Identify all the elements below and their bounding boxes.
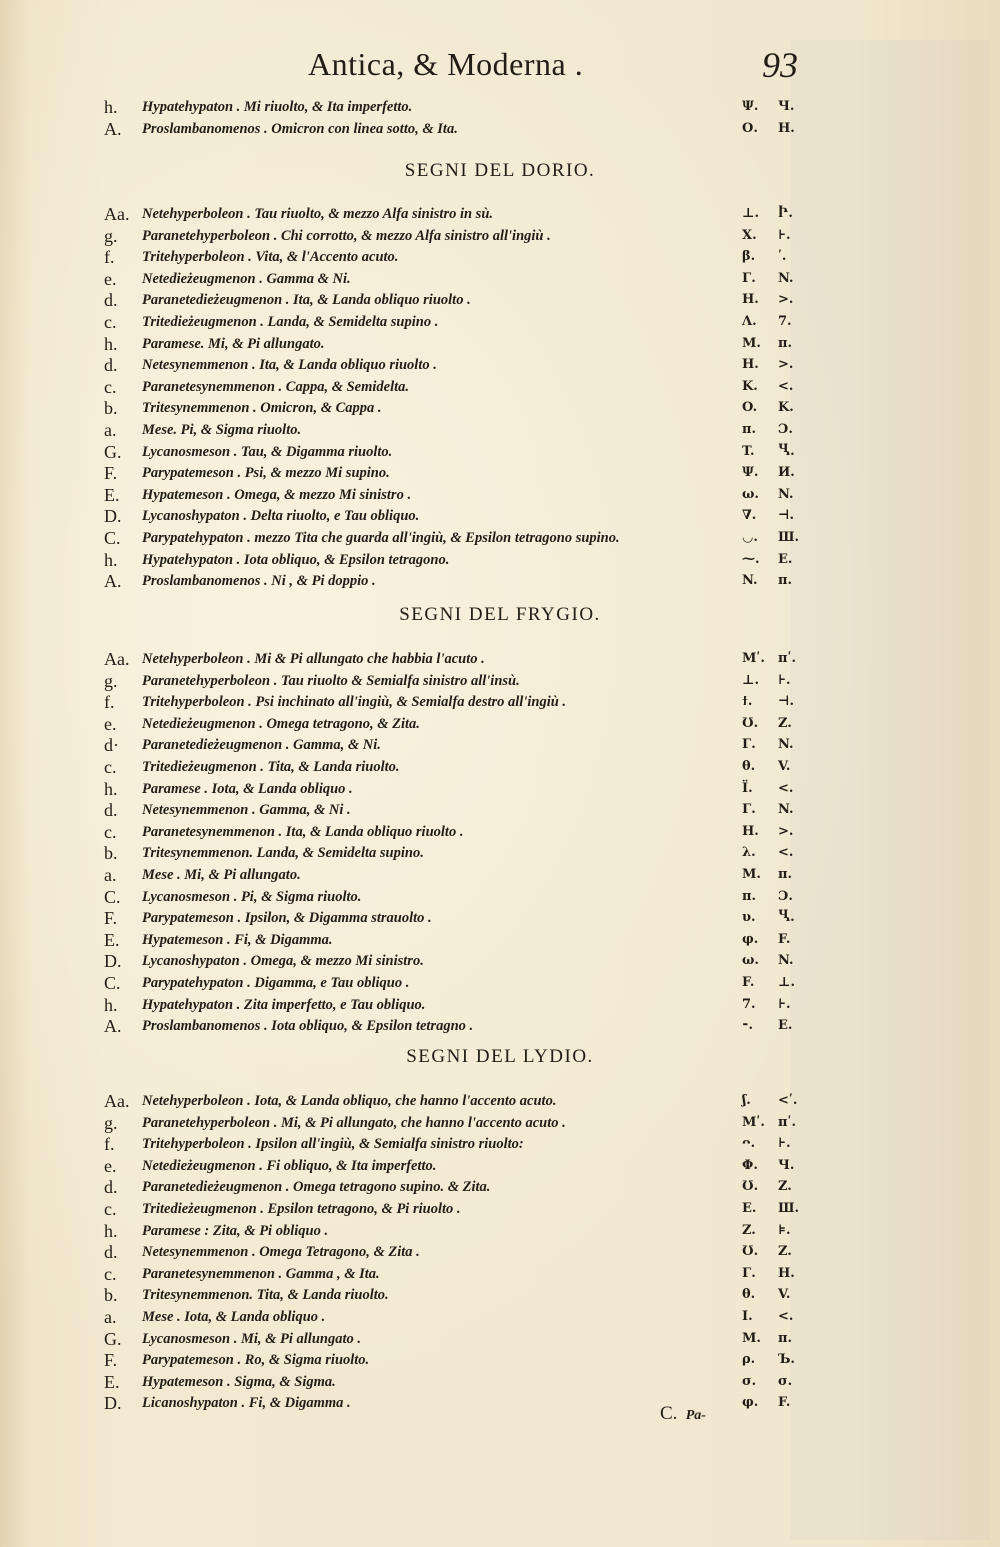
row-label: D. <box>104 506 122 526</box>
row-text: Paranetedieżeugmenon . Ita, & Landa obliquo riuolto . <box>142 292 471 308</box>
row-label: F. <box>104 463 118 483</box>
row-sign-secondary: N. <box>778 802 794 817</box>
row-sign-secondary: Ч. <box>778 99 795 114</box>
row-label: b. <box>104 398 118 418</box>
row-label: E. <box>104 1372 120 1392</box>
row-sign-primary: K. <box>742 379 758 394</box>
row-label: A. <box>104 1016 122 1036</box>
row-text: Netedieżeugmenon . Fi obliquo, & Ita imperfetto. <box>142 1158 437 1174</box>
row-label: c. <box>104 822 117 842</box>
row-text: Parypatehypaton . mezzo Tita che guarda all'ingiù, & Epsilon tetragono supino. <box>142 530 620 546</box>
row-sign-primary: Λ. <box>742 314 757 329</box>
row-text: Paranetesynemmenon . Cappa, & Semidelta. <box>142 379 410 395</box>
row-label: h. <box>104 97 118 117</box>
row-sign-primary: σ. <box>742 1374 757 1389</box>
catchword-next: Pa- <box>685 1408 706 1423</box>
row-label: e. <box>104 714 117 734</box>
row-text: Proslambanomenos . Iota obliquo, & Epsilon tetragno . <box>142 1018 474 1034</box>
row-sign-secondary: Ɔ. <box>778 422 793 437</box>
row-sign-primary: Ʊ. <box>742 716 759 731</box>
row-sign-secondary: ⊦. <box>778 673 791 688</box>
row-text: Lycanoshypaton . Delta riuolto, e Tau obliquo. <box>142 508 420 524</box>
row-sign-primary: H. <box>742 357 759 372</box>
sign-row <box>0 821 1000 843</box>
row-text: Licanoshypaton . Fi, & Digamma . <box>142 1395 351 1411</box>
row-label: a. <box>104 865 117 885</box>
sign-row <box>0 268 1000 290</box>
row-sign-secondary: N. <box>778 487 794 502</box>
sign-row <box>0 1371 1000 1393</box>
row-sign-secondary: ⊦. <box>778 997 791 1012</box>
row-sign-secondary: ⊥. <box>778 975 796 990</box>
row-text: Netedieżeugmenon . Gamma & Ni. <box>142 271 351 287</box>
row-sign-secondary: F. <box>778 932 791 947</box>
row-sign-primary: ◡. <box>742 530 758 545</box>
row-text: Hypatehypaton . Iota obliquo, & Epsilon tetragono. <box>142 552 450 568</box>
page-header <box>0 46 1000 92</box>
row-label: c. <box>104 1264 117 1284</box>
sign-row <box>0 670 1000 692</box>
row-text: Netesynemmenon . Gamma, & Ni . <box>142 802 351 818</box>
row-sign-primary: β. <box>742 249 756 264</box>
row-text: Tritedieżeugmenon . Epsilon tetragono, & Pi riuolto . <box>142 1201 461 1217</box>
row-sign-secondary: E. <box>778 1018 793 1033</box>
row-label: b. <box>104 1285 118 1305</box>
row-sign-secondary: V. <box>778 759 791 774</box>
row-sign-primary: Ʊ. <box>742 1179 759 1194</box>
row-sign-primary: N. <box>742 573 758 588</box>
row-label: D. <box>104 1393 122 1413</box>
sign-row <box>0 311 1000 333</box>
row-label: c. <box>104 1199 117 1219</box>
row-sign-secondary: ⊣. <box>778 508 795 523</box>
row-sign-secondary: K. <box>778 400 794 415</box>
row-sign-primary: M. <box>742 867 761 882</box>
row-sign-secondary: π. <box>778 867 793 882</box>
row-sign-primary: M. <box>742 1331 761 1346</box>
row-label: g. <box>104 671 118 691</box>
preamble-row <box>0 118 1000 140</box>
row-label: c. <box>104 757 117 777</box>
running-title: Antica, & Moderna . <box>308 46 584 82</box>
row-label: a. <box>104 1307 117 1327</box>
row-text: Parypatemeson . Ro, & Sigma riuolto. <box>142 1352 370 1368</box>
row-sign-secondary: πʹ. <box>778 1115 796 1130</box>
row-text: Paranetehyperboleon . Tau riuolto & Semialfa sinistro all'insù. <box>142 673 520 689</box>
row-sign-primary: Mʹ. <box>742 651 765 666</box>
row-text: Lycanosmeson . Mi, & Pi allungato . <box>142 1331 361 1347</box>
sign-row <box>0 246 1000 268</box>
row-sign-secondary: π. <box>778 573 793 588</box>
sign-row <box>0 972 1000 994</box>
row-sign-primary: θ. <box>742 759 756 774</box>
row-sign-secondary: F. <box>778 1395 791 1410</box>
sign-row <box>0 756 1000 778</box>
row-text: Mese . Iota, & Landa obliquo . <box>142 1309 326 1325</box>
row-sign-primary: E. <box>742 1201 757 1216</box>
row-sign-secondary: <. <box>778 1309 794 1324</box>
row-sign-primary: ⊥. <box>742 206 760 221</box>
row-label: F. <box>104 1350 118 1370</box>
row-sign-secondary: Z. <box>778 716 792 731</box>
sign-row <box>0 691 1000 713</box>
row-label: h. <box>104 1221 118 1241</box>
row-text: Hypatemeson . Sigma, & Sigma. <box>142 1374 336 1390</box>
row-sign-primary: Ψ. <box>742 99 759 114</box>
row-text: Tritehyperboleon . Vita, & l'Accento acuto. <box>142 249 399 265</box>
sign-row <box>0 570 1000 592</box>
sign-row <box>0 1176 1000 1198</box>
row-label: d. <box>104 800 118 820</box>
row-text: Tritedieżeugmenon . Landa, & Semidelta supino . <box>142 314 439 330</box>
row-label: D. <box>104 951 122 971</box>
sign-row <box>0 333 1000 355</box>
sign-row <box>0 1155 1000 1177</box>
row-label: Aa. <box>104 1091 130 1111</box>
row-sign-primary: F. <box>742 975 755 990</box>
row-text: Netehyperboleon . Iota, & Landa obliquo, che hanno l'accento acuto. <box>142 1093 557 1109</box>
row-sign-secondary: Ⴁ. <box>778 444 795 459</box>
row-sign-primary: T. <box>742 444 755 459</box>
row-sign-primary: ⁓. <box>742 552 760 567</box>
row-text: Paramese : Zita, & Pi obliquo . <box>142 1223 329 1239</box>
sign-row <box>0 1328 1000 1350</box>
row-label: h. <box>104 334 118 354</box>
row-text: Paramese. Mi, & Pi allungato. <box>142 336 325 352</box>
row-sign-secondary: Z. <box>778 1179 792 1194</box>
row-sign-primary: π. <box>742 889 757 904</box>
row-text: Parypatemeson . Psi, & mezzo Mi supino. <box>142 465 390 481</box>
row-sign-primary: O. <box>742 400 758 415</box>
row-label: G. <box>104 442 122 462</box>
row-sign-secondary: 7. <box>778 314 792 329</box>
row-text: Hypatehypaton . Zita imperfetto, e Tau obliquo. <box>142 997 426 1013</box>
row-sign-secondary: E. <box>778 552 793 567</box>
row-sign-primary: λ. <box>742 845 756 860</box>
row-sign-primary: Mʹ. <box>742 1115 765 1130</box>
row-sign-secondary: ⊧. <box>778 1223 791 1238</box>
row-label: F. <box>104 908 118 928</box>
catchword-letter: C. <box>660 1403 678 1424</box>
row-sign-primary: Ϊ. <box>742 781 753 796</box>
row-sign-primary: υ. <box>742 910 756 925</box>
row-sign-secondary: Ⴁ. <box>778 910 795 925</box>
row-sign-secondary: N. <box>778 953 794 968</box>
row-text: Lycanosmeson . Pi, & Sigma riuolto. <box>142 889 362 905</box>
row-sign-secondary: Ɔ. <box>778 889 793 904</box>
row-sign-primary: Ι. <box>742 1309 753 1324</box>
sign-row <box>0 778 1000 800</box>
sign-row <box>0 648 1000 670</box>
row-label: d. <box>104 1177 118 1197</box>
sign-row <box>0 864 1000 886</box>
row-sign-primary: Z. <box>742 1223 756 1238</box>
row-sign-secondary: <. <box>778 379 794 394</box>
row-text: Paramese . Iota, & Landa obliquo . <box>142 781 353 797</box>
row-sign-primary: H. <box>742 824 759 839</box>
row-sign-secondary: Z. <box>778 1244 792 1259</box>
sign-row <box>0 441 1000 463</box>
row-label: d· <box>104 735 119 755</box>
row-sign-primary: Ο. <box>742 121 758 136</box>
row-text: Parypatemeson . Ipsilon, & Digamma strauolto . <box>142 910 432 926</box>
sign-row <box>0 1349 1000 1371</box>
row-text: Proslambanomenos . Ni , & Pi doppio . <box>142 573 376 589</box>
sign-row <box>0 354 1000 376</box>
row-text: Paranetehyperboleon . Chi corrotto, & mezzo Alfa sinistro all'ingiù . <box>142 228 551 244</box>
sign-row <box>0 886 1000 908</box>
sign-row <box>0 1090 1000 1112</box>
row-sign-primary: Ψ. <box>742 465 759 480</box>
row-label: h. <box>104 995 118 1015</box>
row-label: f. <box>104 247 115 267</box>
row-label: E. <box>104 485 120 505</box>
row-label: E. <box>104 930 120 950</box>
sign-row <box>0 994 1000 1016</box>
sign-row <box>0 950 1000 972</box>
row-text: Paranetedieżeugmenon . Gamma, & Ni. <box>142 737 381 753</box>
section-heading: SEGNI DEL DORIO. <box>404 160 596 181</box>
sign-row <box>0 1284 1000 1306</box>
row-text: Paranetesynemmenon . Ita, & Landa obliquo riuolto . <box>142 824 464 840</box>
sign-row <box>0 1015 1000 1037</box>
row-label: Aa. <box>104 649 130 669</box>
row-label: d. <box>104 1242 118 1262</box>
row-sign-secondary: И. <box>778 465 795 480</box>
row-label: a. <box>104 420 117 440</box>
row-label: d. <box>104 290 118 310</box>
row-label: f. <box>104 1134 115 1154</box>
sign-row <box>0 1241 1000 1263</box>
row-label: G. <box>104 1329 122 1349</box>
row-sign-secondary: σ. <box>778 1374 793 1389</box>
sign-row <box>0 1133 1000 1155</box>
row-sign-primary: M. <box>742 336 761 351</box>
row-sign-secondary: V. <box>778 1287 791 1302</box>
sign-row <box>0 225 1000 247</box>
row-text: Tritehyperboleon . Psi inchinato all'ingiù, & Semialfa destro all'ingiù . <box>142 694 567 710</box>
sign-row <box>0 734 1000 756</box>
row-sign-secondary: <ʹ. <box>778 1093 798 1108</box>
sign-row <box>0 713 1000 735</box>
row-label: c. <box>104 377 117 397</box>
sign-row <box>0 419 1000 441</box>
row-text: Tritesynemmenon. Tita, & Landa riuolto. <box>142 1287 389 1303</box>
row-sign-primary: Γ. <box>742 271 756 286</box>
row-sign-secondary: Ш. <box>778 530 800 545</box>
row-text: Tritesynemmenon. Landa, & Semidelta supino. <box>142 845 424 861</box>
sign-row <box>0 462 1000 484</box>
row-text: Netehyperboleon . Tau riuolto, & mezzo Alfa sinistro in sù. <box>142 206 494 222</box>
row-sign-primary: ρ. <box>742 1352 756 1367</box>
row-text: Tritehyperboleon . Ipsilon all'ingiù, & Semialfa sinistro riuolto: <box>142 1136 524 1152</box>
row-sign-secondary: N. <box>778 737 794 752</box>
row-text: Netehyperboleon . Mi & Pi allungato che habbia l'acuto . <box>142 651 485 667</box>
row-sign-primary: ⊥. <box>742 673 760 688</box>
sign-row <box>0 842 1000 864</box>
sign-row <box>0 1306 1000 1328</box>
row-text: Parypatehypaton . Digamma, e Tau obliquo . <box>142 975 410 991</box>
row-label: e. <box>104 269 117 289</box>
row-text: Hypatehypaton . Mi riuolto, & Ita imperfetto. <box>142 99 413 115</box>
row-label: g. <box>104 1113 118 1133</box>
row-sign-secondary: Ъ. <box>778 1352 795 1367</box>
row-label: b. <box>104 843 118 863</box>
row-sign-primary: ω. <box>742 487 759 502</box>
row-sign-primary: θ. <box>742 1287 756 1302</box>
catchword <box>660 1403 706 1425</box>
row-sign-primary: Ʊ. <box>742 1244 759 1259</box>
row-sign-primary: ʃ. <box>742 1093 751 1108</box>
row-label: C. <box>104 528 121 548</box>
row-sign-secondary: >. <box>778 824 794 839</box>
row-sign-secondary: Ⴡ. <box>778 206 793 221</box>
row-sign-primary: Γ. <box>742 1266 756 1281</box>
row-text: Paranetehyperboleon . Mi, & Pi allungato, che hanno l'accento acuto . <box>142 1115 566 1131</box>
row-label: d. <box>104 355 118 375</box>
sign-row <box>0 397 1000 419</box>
row-sign-primary: ϯ. <box>742 694 753 709</box>
row-label: e. <box>104 1156 117 1176</box>
sign-row <box>0 929 1000 951</box>
row-sign-secondary: <. <box>778 781 794 796</box>
sign-row <box>0 1198 1000 1220</box>
row-sign-secondary: Ч. <box>778 1158 795 1173</box>
row-label: f. <box>104 692 115 712</box>
sign-row <box>0 907 1000 929</box>
row-label: h. <box>104 550 118 570</box>
row-sign-primary: φ. <box>742 932 759 947</box>
row-sign-secondary: ⊦. <box>778 228 791 243</box>
row-sign-primary: π. <box>742 422 757 437</box>
sign-row <box>0 289 1000 311</box>
row-sign-primary: Γ. <box>742 802 756 817</box>
sign-row <box>0 1263 1000 1285</box>
row-sign-secondary: Ш. <box>778 1201 800 1216</box>
row-text: Netedieżeugmenon . Omega tetragono, & Zita. <box>142 716 420 732</box>
sign-row <box>0 1112 1000 1134</box>
row-sign-primary: Γ. <box>742 737 756 752</box>
row-text: Paranetedieżeugmenon . Omega tetragono supino. & Zita. <box>142 1179 491 1195</box>
sign-row <box>0 1220 1000 1242</box>
row-text: Netesynemmenon . Omega Tetragono, & Zita . <box>142 1244 420 1260</box>
preamble-row <box>0 96 1000 118</box>
sign-row <box>0 549 1000 571</box>
row-label: g. <box>104 226 118 246</box>
sign-row <box>0 527 1000 549</box>
row-label: C. <box>104 887 121 907</box>
row-text: Tritesynemmenon . Omicron, & Cappa . <box>142 400 382 416</box>
row-text: Mese . Mi, & Pi allungato. <box>142 867 301 883</box>
row-sign-secondary: N. <box>778 271 794 286</box>
row-text: Lycanoshypaton . Omega, & mezzo Mi sinistro. <box>142 953 424 969</box>
row-sign-primary: ᴖ. <box>742 1136 756 1151</box>
row-sign-secondary: π. <box>778 1331 793 1346</box>
sign-row <box>0 203 1000 225</box>
row-label: A. <box>104 571 122 591</box>
row-text: Hypatemeson . Omega, & mezzo Mi sinistro . <box>142 487 412 503</box>
row-text: Proslambanomenos . Omicron con linea sotto, & Ita. <box>142 121 458 137</box>
row-sign-secondary: πʹ. <box>778 651 796 666</box>
row-text: Paranetesynemmenon . Gamma , & Ita. <box>142 1266 380 1282</box>
row-sign-primary: ω. <box>742 953 759 968</box>
row-sign-secondary: H. <box>778 121 795 136</box>
sign-row <box>0 484 1000 506</box>
row-sign-secondary: H. <box>778 1266 795 1281</box>
row-label: C. <box>104 973 121 993</box>
section-heading: SEGNI DEL LYDIO. <box>406 1046 594 1067</box>
row-sign-secondary: ʹ. <box>778 249 787 264</box>
row-sign-secondary: >. <box>778 292 794 307</box>
row-sign-secondary: ⊦. <box>778 1136 791 1151</box>
row-text: Netesynemmenon . Ita, & Landa obliquo riuolto . <box>142 357 437 373</box>
row-sign-primary: 7. <box>742 997 756 1012</box>
row-label: h. <box>104 779 118 799</box>
row-text: Mese. Pi, & Sigma riuolto. <box>142 422 302 438</box>
row-sign-primary: φ. <box>742 1395 759 1410</box>
sign-row <box>0 376 1000 398</box>
row-sign-primary: ⁃. <box>742 1018 754 1033</box>
sign-row <box>0 505 1000 527</box>
row-text: Hypatemeson . Fi, & Digamma. <box>142 932 333 948</box>
row-text: Lycanosmeson . Tau, & Digamma riuolto. <box>142 444 393 460</box>
row-sign-secondary: >. <box>778 357 794 372</box>
row-sign-primary: ∇. <box>742 508 757 523</box>
row-label: c. <box>104 312 117 332</box>
row-sign-primary: H. <box>742 292 759 307</box>
sign-row <box>0 1392 1000 1414</box>
row-sign-secondary: ⊣. <box>778 694 795 709</box>
row-label: Aa. <box>104 204 130 224</box>
row-sign-secondary: <. <box>778 845 794 860</box>
row-text: Tritedieżeugmenon . Tita, & Landa riuolto. <box>142 759 400 775</box>
page-number: 93 <box>762 45 798 85</box>
row-label: A. <box>104 119 122 139</box>
section-heading: SEGNI DEL FRYGIO. <box>399 604 601 625</box>
row-sign-primary: Χ. <box>742 228 757 243</box>
row-sign-secondary: π. <box>778 336 793 351</box>
sign-row <box>0 799 1000 821</box>
row-sign-primary: Φ. <box>742 1158 758 1173</box>
